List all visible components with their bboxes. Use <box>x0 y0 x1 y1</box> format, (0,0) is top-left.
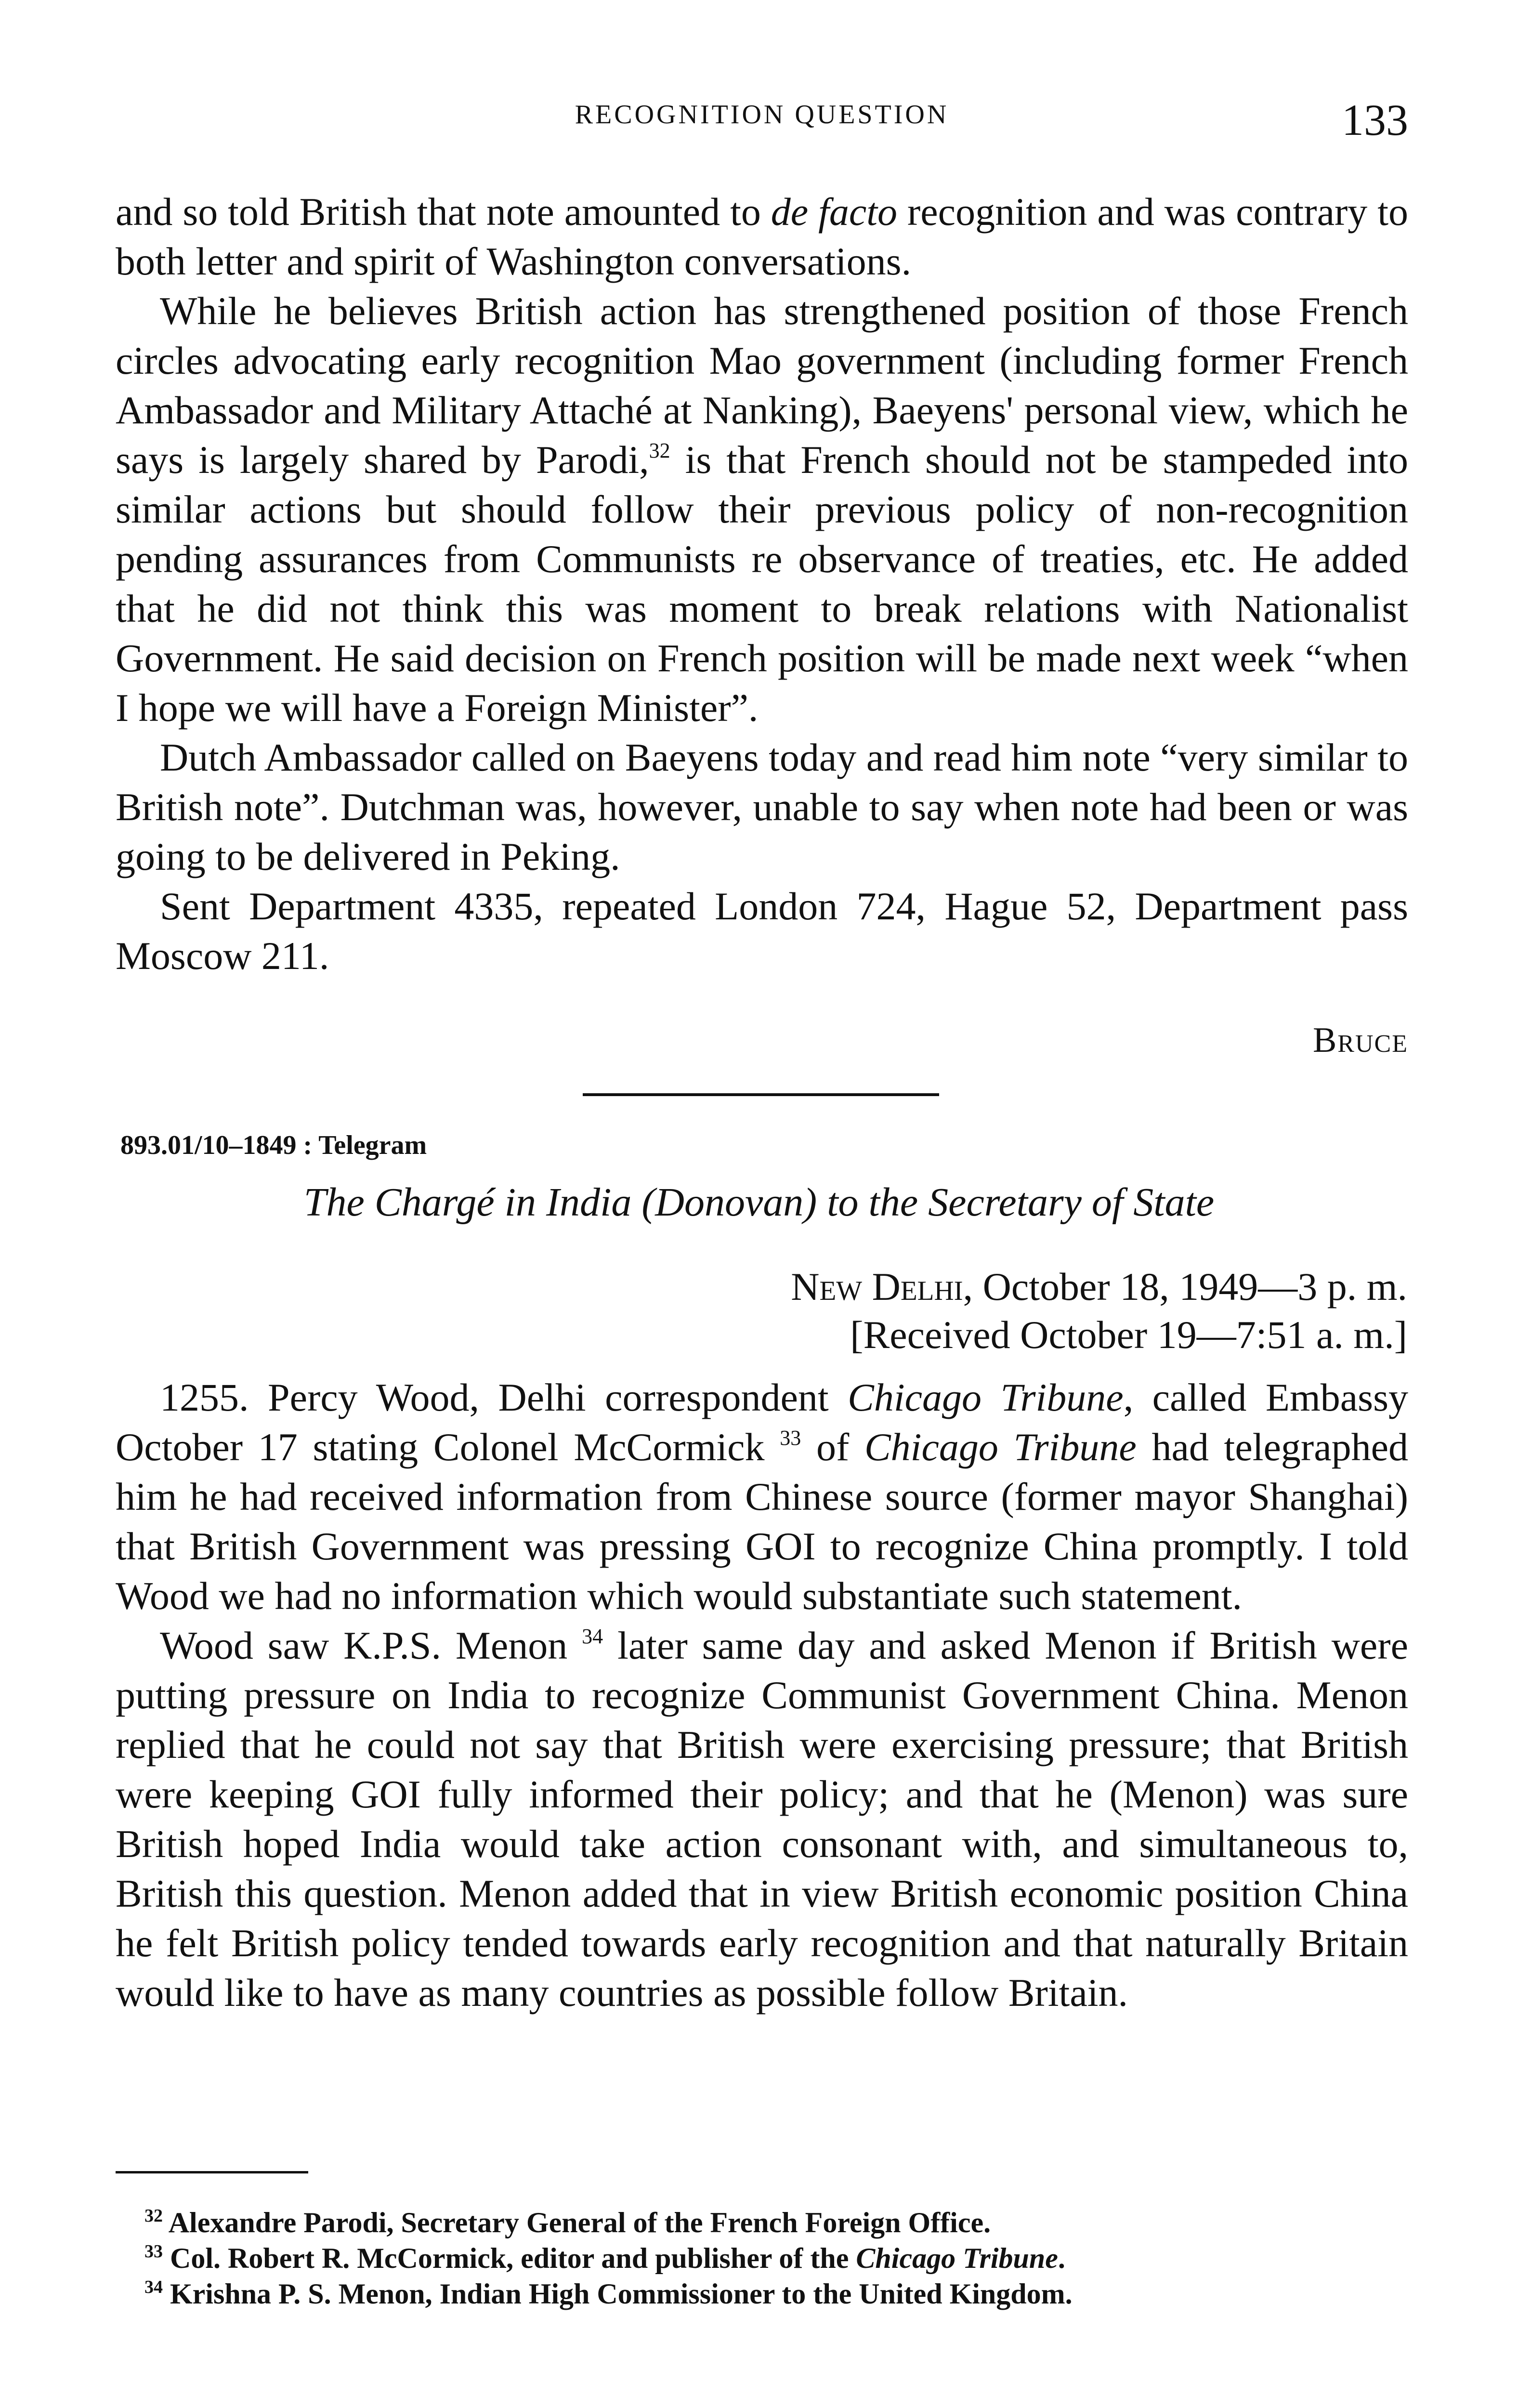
running-title: RECOGNITION QUESTION <box>575 100 949 130</box>
page-number: 133 <box>1342 95 1408 144</box>
footnote-ref-32: 32 <box>649 439 670 462</box>
paragraph-dutch-ambassador: Dutch Ambassador called on Baeyens today and read him note “very similar to British note”. Dutchman was, however, unable to say when note had been or was going to be delivered in Peking. <box>116 735 1408 878</box>
footnote-32: $^{32}$ Alexandre Parodi, Secretary General of the French Foreign Office. <box>144 2206 991 2238</box>
dateline-received: [Received October 19—7:51 a. m.] <box>850 1313 1407 1357</box>
document-title: The Chargé in India (Donovan) to the Secretary of State <box>303 1180 1215 1225</box>
signature-bruce: Bruce <box>1312 1021 1408 1060</box>
section-one-body <box>116 187 1408 981</box>
paragraph-percy-wood: 1255. Percy Wood, Delhi correspondent Chicago Tribune, called Embassy October 17 stating Colonel McCormick $^{33}$ of Chicago Tribune had telegraphed him he had received information from Chinese source (former mayor Shanghai) that British Government was pressing GOI to recognize China promptly. I told Wood we had no information which would substantiate such statement. <box>116 1375 1409 1618</box>
running-header <box>116 94 1408 152</box>
footnote-34: $^{34}$ Krishna P. S. Menon, Indian High Commissioner to the United Kingdom. <box>144 2277 1073 2310</box>
paragraph-distribution: Sent Department 4335, repeated London 724, Hague 52, Department pass Moscow 211. <box>116 884 1408 978</box>
paragraph-baeyens-view: While he believes British action has strengthened position of those French circles advocating early recognition Mao government (including former French Ambassador and Military Attaché at Nanking), Baeyens' personal view, which he says is largely shared by Parodi,$^{32}$ is that French should not be stampeded into similar actions but should follow their previous policy of non-recognition pending assurances from Communists re observance of treaties, etc. He added that he did not think this was moment to break relations with Nationalist Government. He said decision on French position will be made next week “when I hope we will have a Foreign Minister”. <box>116 289 1408 730</box>
paragraph-continuation: and so told British that note amounted to de facto recognition and was contrary to both letter and spirit of Washington conversations. <box>116 190 1408 283</box>
footnote-ref-33: 33 <box>780 1426 801 1450</box>
file-reference: 893.01/10–1849 : Telegram <box>120 1130 427 1160</box>
dateline <box>791 1263 1407 1359</box>
section-two-body <box>116 1373 1408 2017</box>
section-divider <box>583 1093 939 1096</box>
emphasis-de-facto: de facto <box>771 190 898 234</box>
footnotes <box>144 2205 1406 2312</box>
footnote-33: $^{33}$ Col. Robert R. McCormick, editor and publisher of the Chicago Tribune. <box>144 2241 1065 2274</box>
paragraph-menon: Wood saw K.P.S. Menon $^{34}$ later same day and asked Menon if British were putting pressure on India to recognize Communist Government China. Menon replied that he could not say that British were exercising pressure; that British were keeping GOI fully informed their policy; and that he (Menon) was sure British hoped India would take action consonant with, and simultaneous to, British this question. Menon added that in view British economic position China he felt British policy tended towards early recognition and that naturally Britain would like to have as many countries as possible follow Britain. <box>116 1623 1409 2015</box>
footnote-ref-34: 34 <box>582 1624 603 1648</box>
dateline-sent: New Delhi, October 18, 1949—3 p. m. <box>791 1265 1407 1309</box>
footnote-rule <box>116 2171 308 2173</box>
